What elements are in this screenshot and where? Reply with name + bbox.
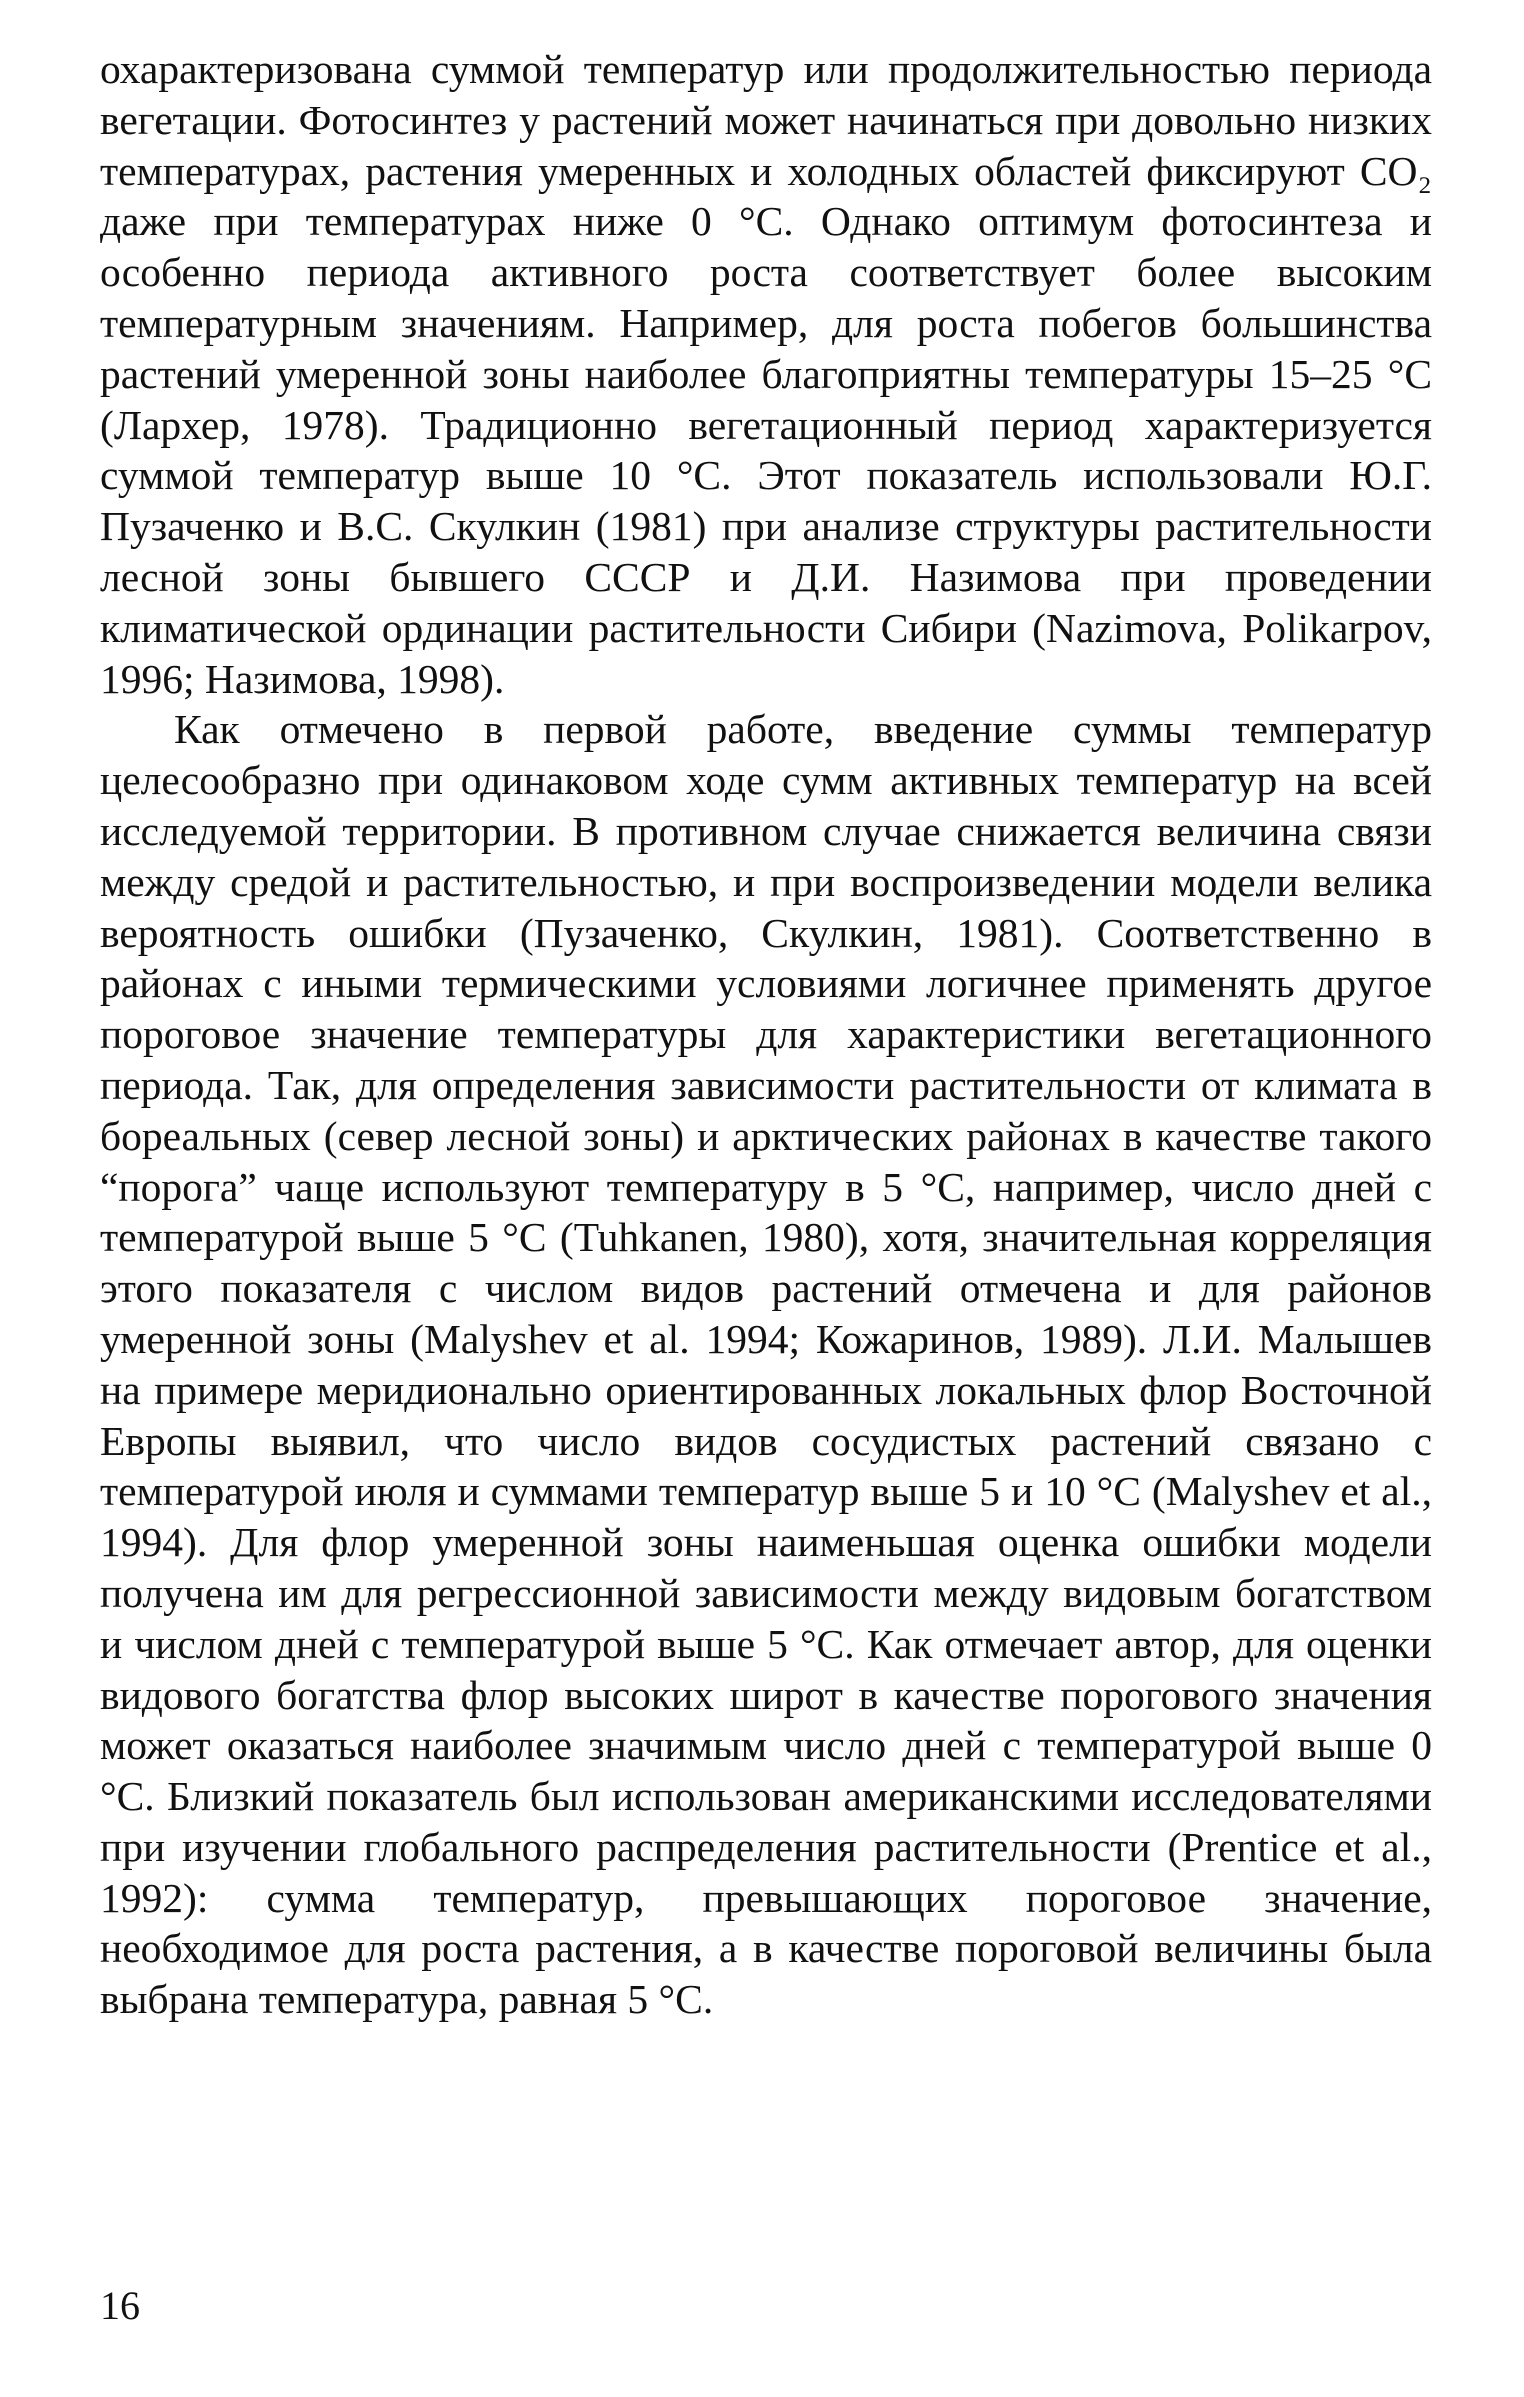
page-number: 16 xyxy=(100,2283,140,2328)
paragraph-2: Как отмечено в первой работе, введение суммы температур целесообразно при одинаковом ходе сумм активных температур на всей исследуемой территории. В противном случае снижается величина связи между средой и растительностью, и при воспроизведении модели велика вероятность ошибки (Пузаченко, Скулкин, 1981). Соответственно в районах с иными термическими условиями логичнее применять другое пороговое значение температуры для характеристики вегетационного периода. Так, для определения зависимости растительности от климата в бореальных (север лесной зоны) и арктических районах в качестве такого “порога” чаще используют температуру в 5 °С, например, число дней с температурой выше 5 °С (Tuhkanen, 1980), хотя, значительная корреляция этого показателя с числом видов растений отмечена и для районов умеренной зоны (Malyshev et al. 1994; Кожаринов, 1989). Л.И. Малышев на примере меридионально ориентированных локальных флор Восточной Европы выявил, что число видов сосудистых растений связано с температурой июля и суммами температур выше 5 и 10 °С (Malyshev et al., 1994). Для флор умеренной зоны наименьшая оценка ошибки модели получена им для регрессионной зависимости между видовым богатством и числом дней с температурой выше 5 °С. Как отмечает автор, для оценки видового богатства флор высоких широт в качестве порогового значения может оказаться наиболее значимым число дней с температурой выше 0 °С. Близкий показатель был использован американскими исследователями при изучении глобального распределения растительности (Prentice et al., 1992): сумма температур, превышающих пороговое значение, необходимое для роста растения, а в качестве пороговой величины была выбрана температура, равная 5 °С. xyxy=(100,706,1432,2023)
page-body xyxy=(100,44,1432,2025)
paragraph-1: охарактеризована суммой температур или продолжительностью периода вегетации. Фотосинтез у растений может начинаться при довольно низких температурах, растения умеренных и холодных областей фиксируют CO₂ даже при температурах ниже 0 °С. Однако оптимум фотосинтеза и особенно периода активного роста соответствует более высоким температурным значениям. Например, для роста побегов большинства растений умеренной зоны наиболее благоприятны температуры 15–25 °С (Лархер, 1978). Традиционно вегетационный период характеризуется суммой температур выше 10 °С. Этот показатель использовали Ю.Г. Пузаченко и В.С. Скулкин (1981) при анализе структуры растительности лесной зоны бывшего СССР и Д.И. Назимова при проведении климатической ординации растительности Сибири (Nazimova, Polikarpov, 1996; Назимова, 1998). xyxy=(100,46,1432,702)
